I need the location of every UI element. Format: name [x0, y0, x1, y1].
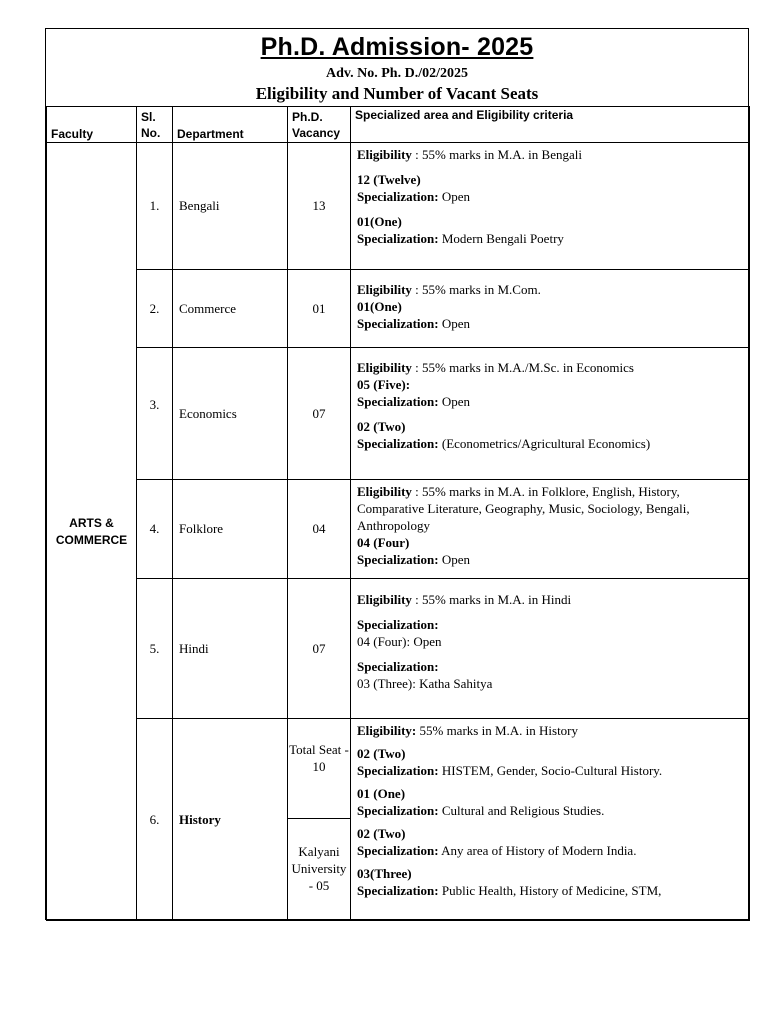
department-cell: Economics [173, 348, 288, 480]
col-header-department: Department [173, 107, 288, 143]
criteria-cell: Eligibility: 55% marks in M.A. in History 02 (Two) Specialization: HISTEM, Gender, Socio-Cultural History. 01 (One) Specialization: Cultural and Religious Studies. 02 (Two) Specialization: Any area of History of Modern India. 03(Three) Specialization: Public Health, History of Medicine, STM, [351, 719, 750, 921]
criteria-cell: Eligibility : 55% marks in M.A. in Bengali 12 (Twelve) Specialization: Open 01(One) Specialization: Modern Bengali Poetry [351, 143, 750, 270]
table-row [47, 480, 750, 579]
sl-cell: 4. [137, 480, 173, 579]
department-cell: Commerce [173, 270, 288, 348]
vacancy-cell: 07 [288, 348, 351, 480]
vacancy-ku-cell: Kalyani University - 05 [288, 819, 351, 921]
department-cell: Folklore [173, 480, 288, 579]
criteria-cell: Eligibility : 55% marks in M.Com. 01(One) Specialization: Open [351, 270, 750, 348]
department-cell: Hindi [173, 579, 288, 719]
page-title: Ph.D. Admission- 2025 [260, 33, 534, 61]
col-header-vacancy: Ph.D. Vacancy [288, 107, 351, 143]
page-subtitle: Eligibility and Number of Vacant Seats [255, 84, 539, 103]
vacancy-table [46, 106, 750, 921]
vacancy-total-cell: Total Seat - 10 [288, 719, 351, 819]
table-row [47, 143, 750, 270]
advertisement-number: Adv. No. Ph. D./02/2025 [326, 66, 468, 81]
table-row [47, 719, 750, 819]
table-row [47, 579, 750, 719]
sl-cell: 2. [137, 270, 173, 348]
col-header-criteria: Specialized area and Eligibility criteria [351, 107, 750, 143]
sl-cell: 3. [137, 348, 173, 480]
department-cell: Bengali [173, 143, 288, 270]
table-header-row [47, 107, 750, 143]
col-header-faculty: Faculty [47, 107, 137, 143]
criteria-cell: Eligibility : 55% marks in M.A./M.Sc. in Economics 05 (Five): Specialization: Open 02 (Two) Specialization: (Econometrics/Agricultural Economics) [351, 348, 750, 480]
faculty-cell: ARTS & COMMERCE [47, 143, 137, 921]
sl-cell: 6. [137, 719, 173, 921]
admission-notice [45, 28, 749, 920]
vacancy-cell: 01 [288, 270, 351, 348]
vacancy-cell: 04 [288, 480, 351, 579]
sl-cell: 1. [137, 143, 173, 270]
vacancy-cell: 07 [288, 579, 351, 719]
sl-cell: 5. [137, 579, 173, 719]
criteria-cell: Eligibility : 55% marks in M.A. in Hindi Specialization: 04 (Four): Open Specialization: 03 (Three): Katha Sahitya [351, 579, 750, 719]
table-row [47, 348, 750, 480]
criteria-cell: Eligibility : 55% marks in M.A. in Folklore, English, History, Comparative Literature, Geography, Music, Sociology, Bengali, Anthropology 04 (Four) Specialization: Open [351, 480, 750, 579]
col-header-sl-no: Sl. No. [137, 107, 173, 143]
department-cell: History [173, 719, 288, 921]
table-row [47, 270, 750, 348]
vacancy-cell: 13 [288, 143, 351, 270]
